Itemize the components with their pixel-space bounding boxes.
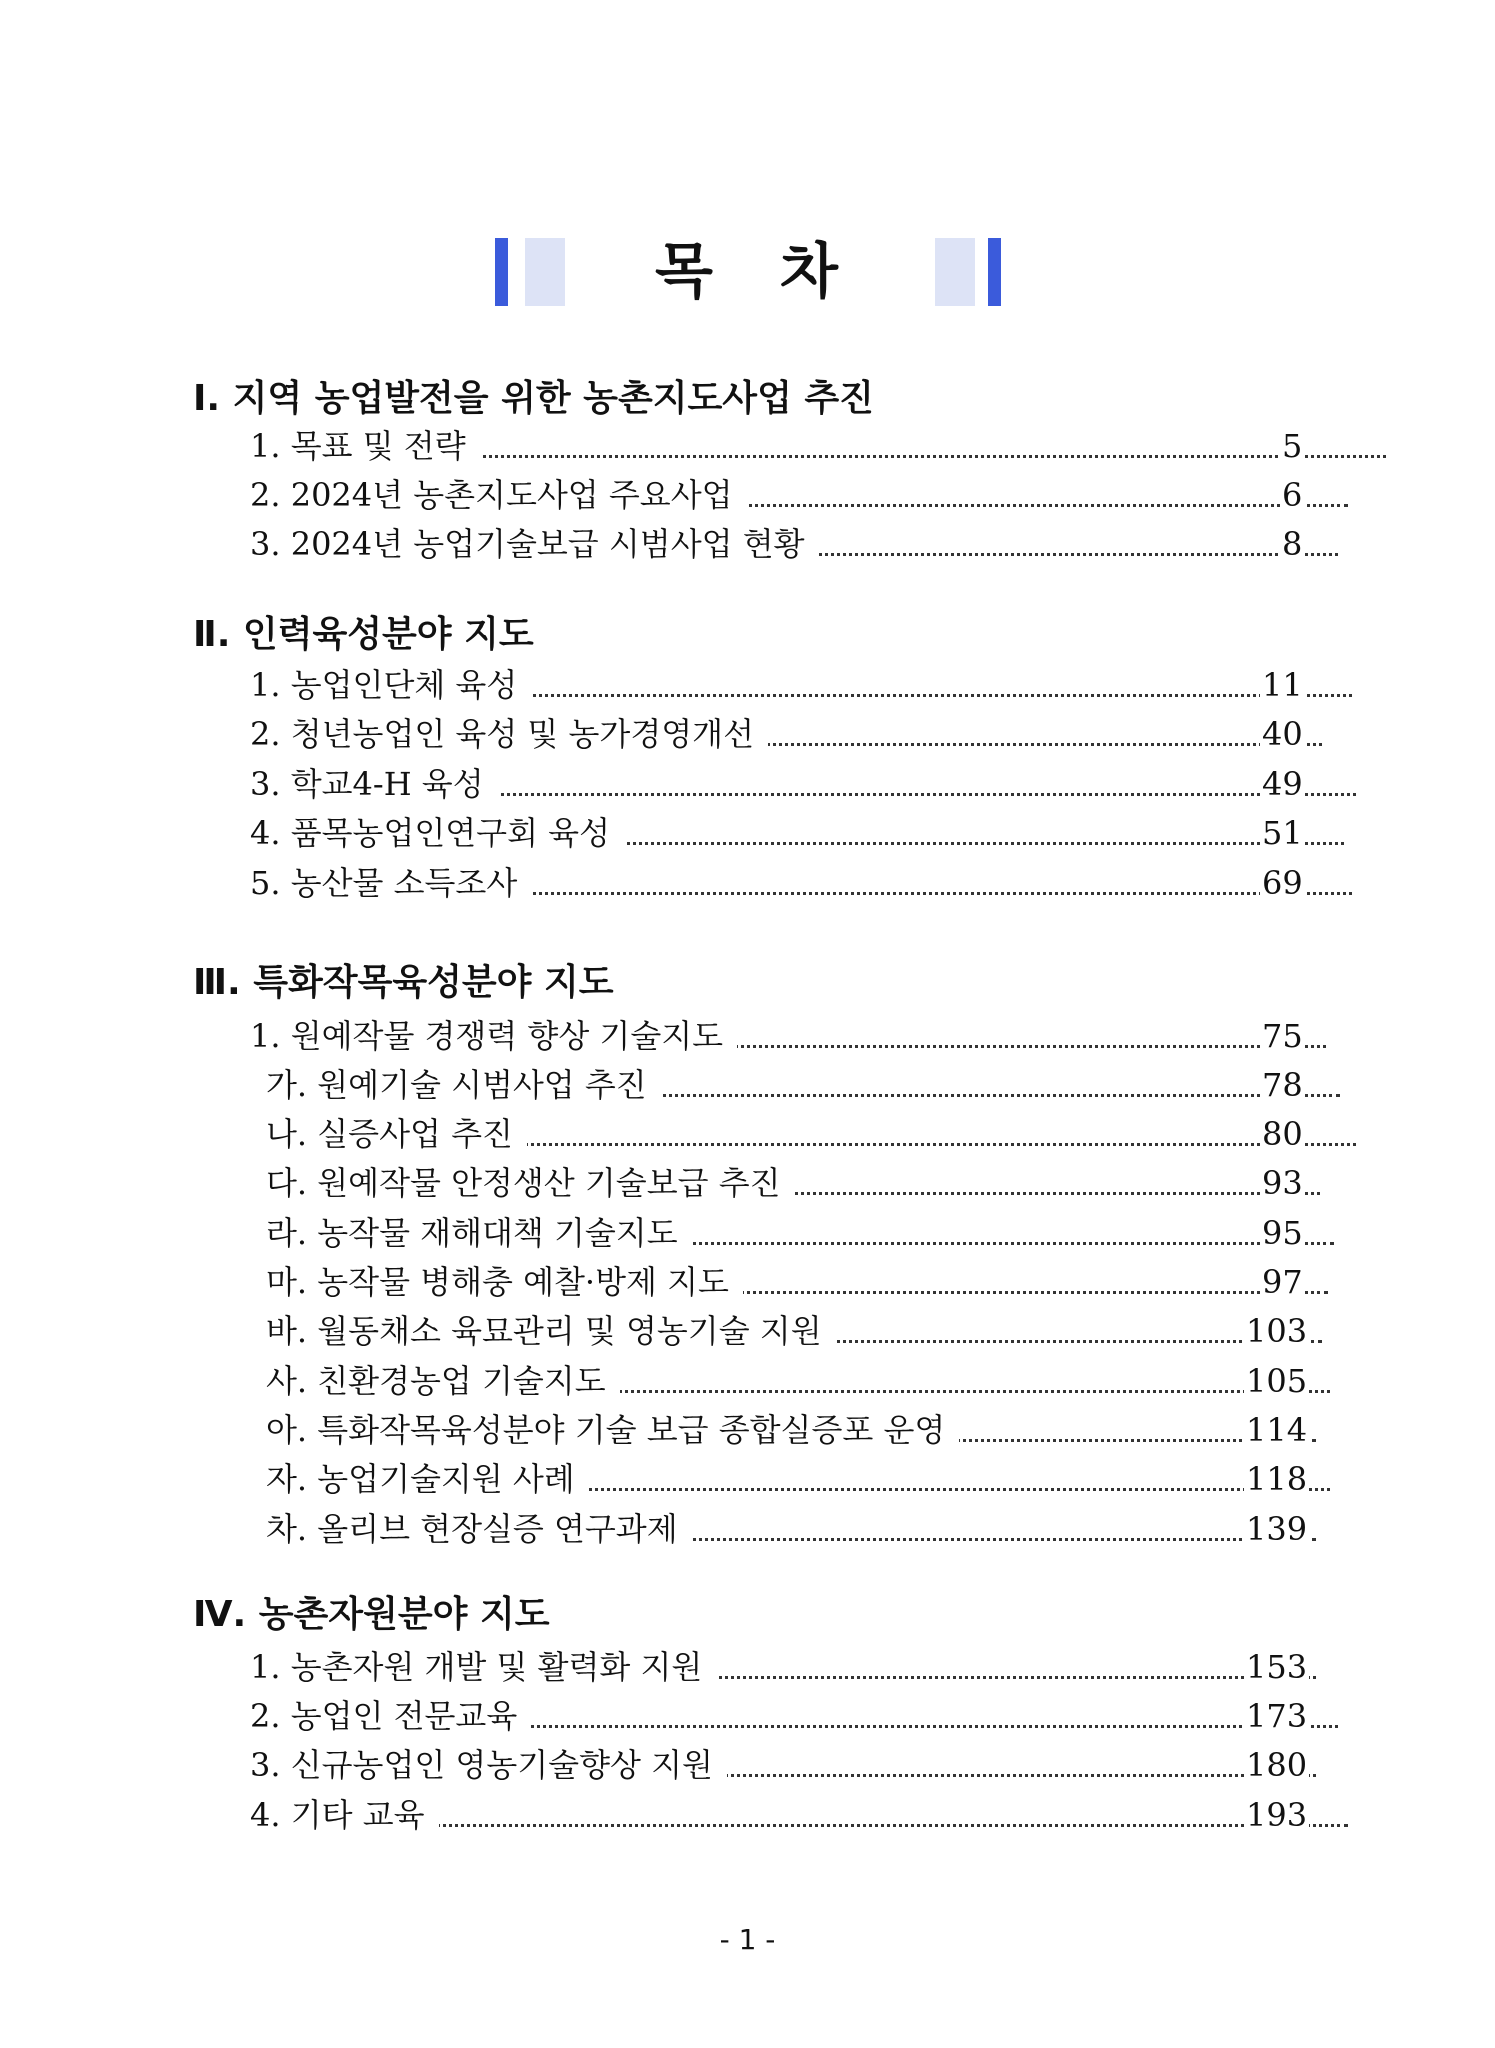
toc-entry-page: 11	[1260, 663, 1305, 707]
toc-title	[0, 228, 1495, 318]
toc-entry-page: 80	[1260, 1112, 1305, 1156]
toc-entry-label: 1. 목표 및 전략	[250, 427, 480, 465]
toc-entry-label: 4. 품목농업인연구회 육성	[250, 814, 624, 852]
toc-entry[interactable]	[250, 1793, 1348, 1837]
section-heading-2: Ⅱ. 인력육성분야 지도	[193, 614, 534, 655]
toc-entry[interactable]	[266, 1457, 1330, 1501]
title-bar-left-light	[525, 238, 565, 306]
toc-entry-page: 97	[1260, 1260, 1305, 1304]
toc-entry-label: 차. 올리브 현장실증 연구과제	[266, 1510, 692, 1548]
toc-entry[interactable]	[250, 1645, 1316, 1689]
toc-entry-page: 75	[1260, 1014, 1305, 1058]
toc-entry[interactable]	[266, 1309, 1322, 1353]
toc-entry-label: 2. 농업인 전문교육	[250, 1697, 531, 1735]
toc-entry-label: 라. 농작물 재해대책 기술지도	[266, 1214, 692, 1252]
toc-entry-label: 아. 특화작목육성분야 기술 보급 종합실증포 운영	[266, 1411, 959, 1449]
page-number: - 1 -	[719, 1923, 776, 1956]
toc-entry-label: 마. 농작물 병해충 예찰·방제 지도	[266, 1263, 743, 1301]
toc-entry[interactable]	[250, 861, 1352, 905]
toc-entry-label: 다. 원예작물 안정생산 기술보급 추진	[266, 1164, 795, 1202]
toc-entry-page: 69	[1260, 861, 1305, 905]
title-bar-left-dark	[495, 238, 508, 306]
title-char-1: 목	[655, 237, 713, 307]
toc-entry[interactable]	[266, 1211, 1334, 1255]
toc-entry-label: 1. 농업인단체 육성	[250, 666, 531, 704]
toc-entry[interactable]	[250, 424, 1386, 468]
toc-entry-label: 바. 월동채소 육묘관리 및 영농기술 지원	[266, 1312, 836, 1350]
toc-entry-page: 105	[1244, 1359, 1309, 1403]
toc-entry-page: 6	[1280, 473, 1304, 517]
toc-entry-label: 3. 신규농업인 영농기술향상 지원	[250, 1746, 727, 1784]
toc-entry[interactable]	[250, 522, 1338, 566]
toc-entry-label: 사. 친환경농업 기술지도	[266, 1362, 620, 1400]
toc-entry-page: 51	[1260, 811, 1305, 855]
toc-entry-page: 40	[1260, 712, 1305, 756]
toc-entry-page: 78	[1260, 1063, 1305, 1107]
toc-entry-page: 5	[1280, 424, 1304, 468]
toc-entry-label: 3. 2024년 농업기술보급 시범사업 현황	[250, 525, 819, 563]
toc-entry-page: 180	[1244, 1743, 1309, 1787]
toc-entry[interactable]	[250, 473, 1348, 517]
toc-entry[interactable]	[266, 1507, 1316, 1551]
toc-entry[interactable]	[250, 1694, 1338, 1738]
toc-entry[interactable]	[250, 811, 1344, 855]
toc-entry-page: 95	[1260, 1211, 1305, 1255]
section-heading-1: Ⅰ. 지역 농업발전을 위한 농촌지도사업 추진	[193, 378, 874, 419]
toc-entry-label: 5. 농산물 소득조사	[250, 864, 531, 902]
toc-entry-page: 103	[1244, 1309, 1309, 1353]
toc-entry[interactable]	[266, 1112, 1356, 1156]
toc-entry-page: 193	[1244, 1793, 1309, 1837]
toc-entry-page: 173	[1244, 1694, 1309, 1738]
toc-entry[interactable]	[266, 1408, 1316, 1452]
toc-entry[interactable]	[250, 663, 1352, 707]
toc-entry-label: 가. 원예기술 시범사업 추진	[266, 1066, 661, 1104]
toc-entry-label: 1. 원예작물 경쟁력 향상 기술지도	[250, 1017, 737, 1055]
toc-entry-page: 153	[1244, 1645, 1309, 1689]
toc-entry[interactable]	[250, 762, 1356, 806]
toc-entry[interactable]	[250, 1014, 1326, 1058]
toc-entry-label: 3. 학교4-H 육성	[250, 765, 498, 803]
toc-entry-page: 139	[1244, 1507, 1309, 1551]
toc-entry-page: 114	[1244, 1408, 1309, 1452]
title-bar-right-dark	[988, 238, 1001, 306]
toc-entry-label: 자. 농업기술지원 사례	[266, 1460, 589, 1498]
toc-entry-label: 4. 기타 교육	[250, 1796, 439, 1834]
toc-entry-page: 8	[1280, 522, 1304, 566]
title-bar-right-light	[935, 238, 975, 306]
toc-entry[interactable]	[266, 1260, 1328, 1304]
toc-entry-label: 1. 농촌자원 개발 및 활력화 지원	[250, 1648, 716, 1686]
title-char-2: 차	[780, 237, 838, 307]
section-heading-4: Ⅳ. 농촌자원분야 지도	[193, 1594, 550, 1635]
toc-entry-page: 93	[1260, 1161, 1305, 1205]
toc-entry-label: 2. 청년농업인 육성 및 농가경영개선	[250, 715, 768, 753]
toc-entry[interactable]	[266, 1161, 1320, 1205]
toc-entry[interactable]	[250, 1743, 1316, 1787]
toc-entry[interactable]	[266, 1359, 1330, 1403]
toc-entry-label: 2. 2024년 농촌지도사업 주요사업	[250, 476, 747, 514]
toc-entry[interactable]	[266, 1063, 1340, 1107]
toc-entry[interactable]	[250, 712, 1322, 756]
section-heading-3: Ⅲ. 특화작목육성분야 지도	[193, 962, 614, 1003]
toc-entry-page: 118	[1244, 1457, 1309, 1501]
toc-entry-page: 49	[1260, 762, 1305, 806]
toc-entry-label: 나. 실증사업 추진	[266, 1115, 527, 1153]
